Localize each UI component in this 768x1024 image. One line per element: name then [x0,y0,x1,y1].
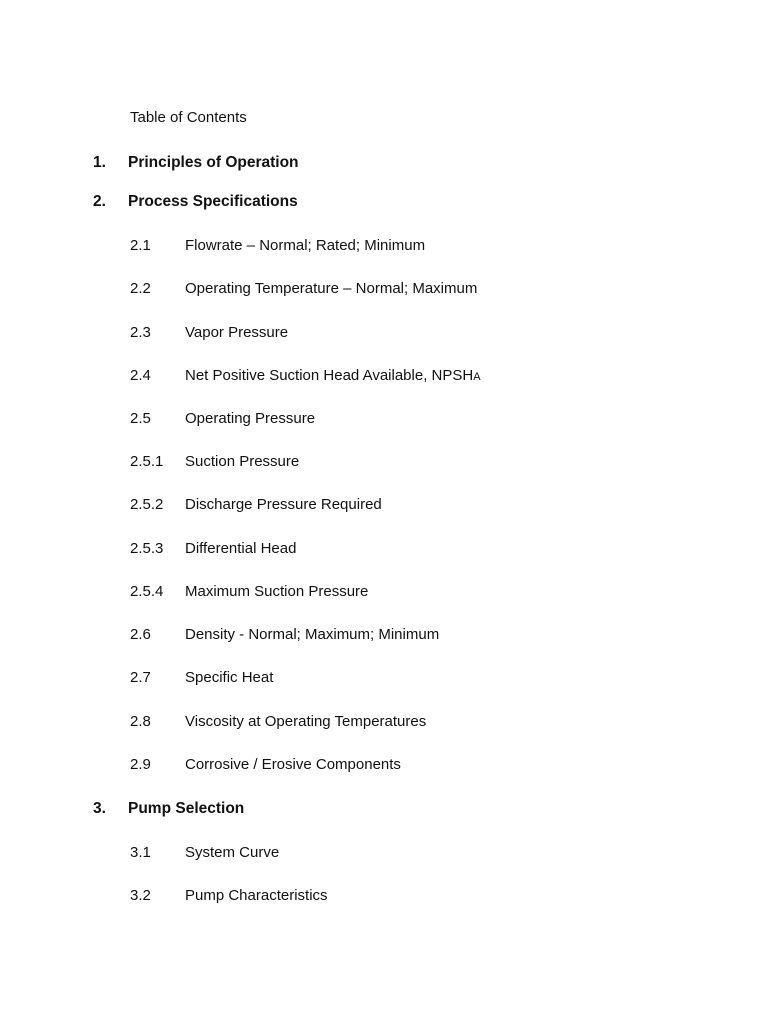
toc-entry-2-3 [130,323,288,343]
entry-number: 2.4 [130,367,151,384]
entry-number: 2.8 [130,713,151,730]
entry-title: Specific Heat [185,669,274,686]
entry-number: 2.2 [130,280,151,297]
toc-section-2 [93,192,298,212]
entry-number: 2.7 [130,669,151,686]
entry-number: 2.5 [130,410,151,427]
entry-number: 2.6 [130,626,151,643]
toc-entry-2-5-3 [130,539,296,559]
toc-entry-2-5-4 [130,582,368,602]
toc-entry-3-1 [130,843,279,863]
toc-entry-2-6 [130,625,439,645]
section-number: 3. [93,800,106,817]
entry-title: System Curve [185,844,280,861]
entry-title: Flowrate – Normal; Rated; Minimum [185,237,426,254]
toc-section-1 [93,153,299,173]
entry-number: 2.5.4 [130,583,164,600]
entry-number: 2.1 [130,237,151,254]
toc-entry-2-7 [130,668,273,688]
toc-entry-2-9 [130,755,401,775]
toc-entry-2-2 [130,279,477,299]
toc-section-3 [93,799,244,819]
entry-title: Suction Pressure [185,453,300,470]
entry-title: Maximum Suction Pressure [185,583,369,600]
section-title: Pump Selection [128,800,245,817]
section-title: Principles of Operation [128,154,299,171]
toc-entry-2-1 [130,236,425,256]
toc-entry-3-2 [130,886,328,906]
entry-number: 2.5.1 [130,453,164,470]
entry-title: Discharge Pressure Required [185,496,382,513]
toc-entry-2-5-1 [130,452,299,472]
entry-number: 2.5.3 [130,540,164,557]
entry-number: 3.1 [130,844,151,861]
section-title: Process Specifications [128,193,298,210]
entry-title-subscript: A [473,371,481,383]
entry-number: 2.9 [130,756,151,773]
toc-entry-2-4 [130,366,481,387]
entry-title: Viscosity at Operating Temperatures [185,713,427,730]
entry-title: Operating Pressure [185,410,316,427]
section-number: 1. [93,154,106,171]
entry-title: Pump Characteristics [185,887,328,904]
section-number: 2. [93,193,106,210]
entry-title: Net Positive Suction Head Available, NPSH [185,367,474,384]
entry-title: Density - Normal; Maximum; Minimum [185,626,440,643]
toc-entry-2-5-2 [130,495,382,515]
toc-title: Table of Contents [130,109,247,126]
entry-title: Operating Temperature – Normal; Maximum [185,280,478,297]
entry-number: 3.2 [130,887,151,904]
toc-entry-2-8 [130,712,426,732]
entry-number: 2.5.2 [130,496,164,513]
entry-title: Corrosive / Erosive Components [185,756,401,773]
toc-entry-2-5 [130,409,315,429]
entry-title: Vapor Pressure [185,324,289,341]
entry-number: 2.3 [130,324,151,341]
entry-title: Differential Head [185,540,297,557]
